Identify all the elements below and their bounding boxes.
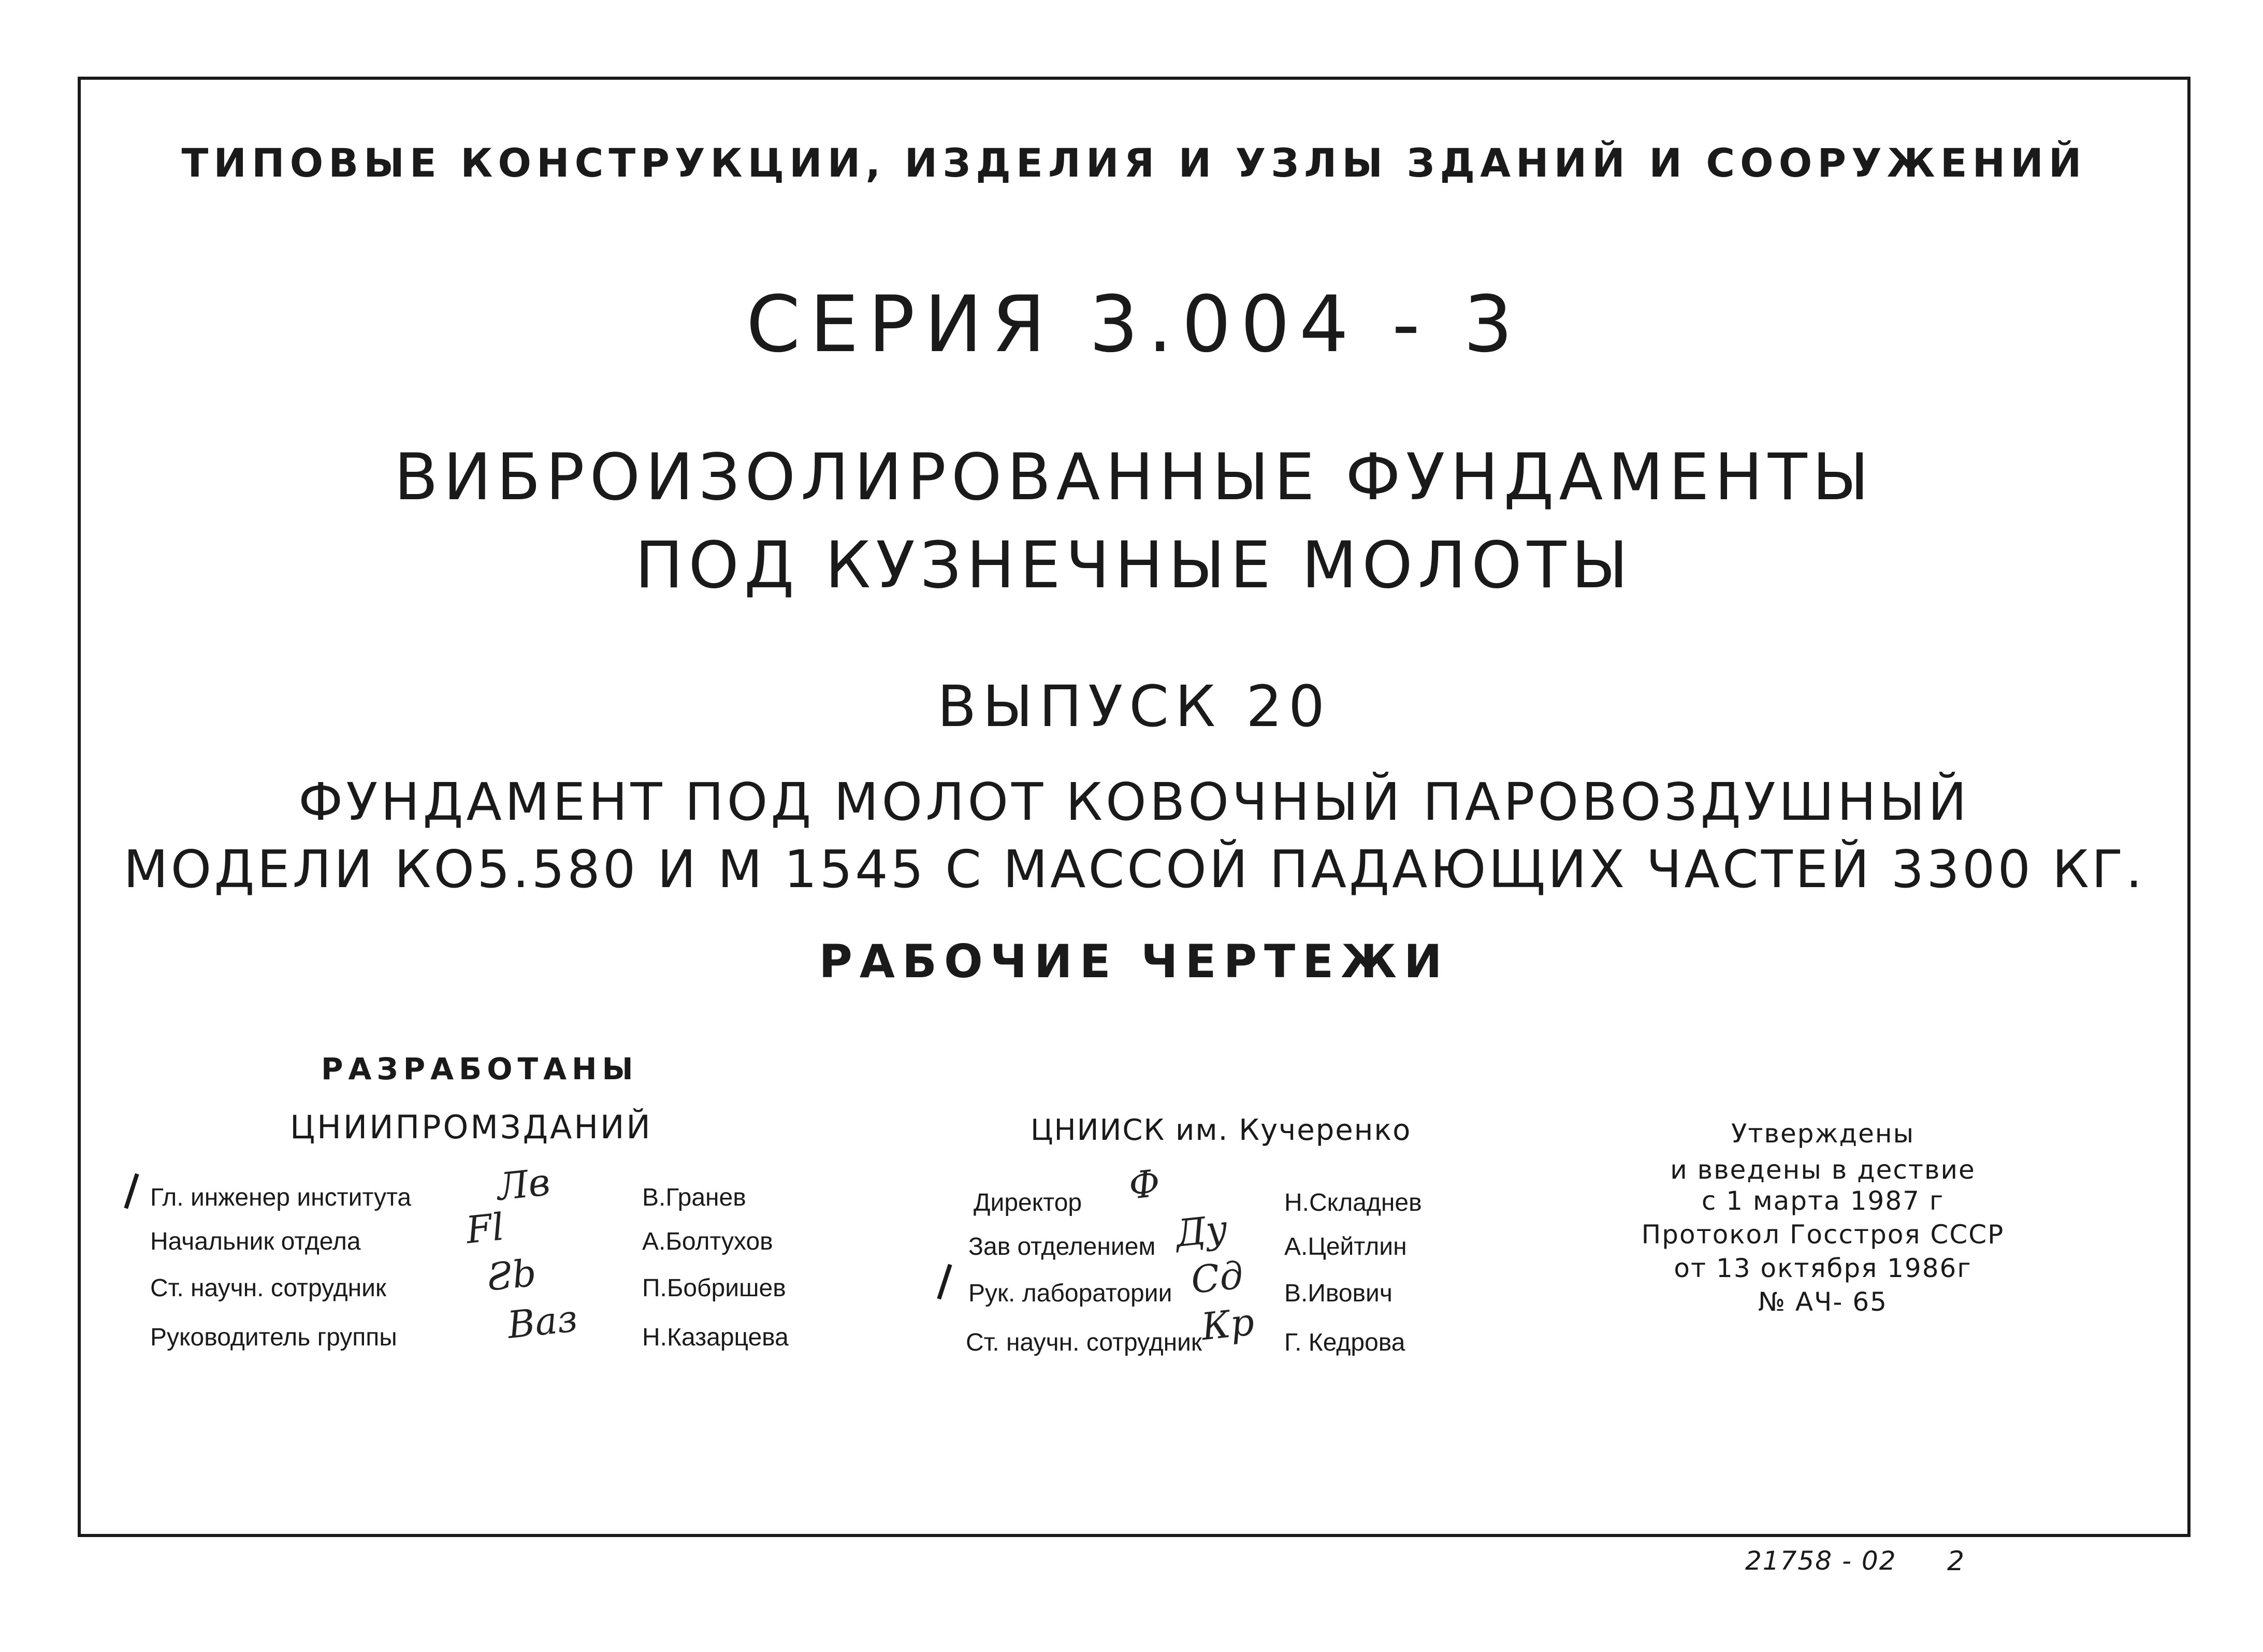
protocol-number: № АЧ- 65	[1758, 1287, 1888, 1317]
cniisk-position: Директор	[974, 1189, 1082, 1216]
working-drawings-title: РАБОЧИЕ ЧЕРТЕЖИ	[819, 935, 1449, 988]
protocol-date: от 13 октября 1986г	[1674, 1253, 1972, 1283]
cniisk-position: Зав отделением	[968, 1233, 1156, 1260]
cniisk-position: Ст. научн. сотрудник	[966, 1329, 1202, 1356]
title-line-2: ПОД КУЗНЕЧНЫЕ МОЛОТЫ	[635, 528, 1633, 603]
signature: Сд	[1188, 1253, 1245, 1302]
developer-position: Начальник отдела	[150, 1228, 361, 1255]
cniisk-name: А.Цейтлин	[1284, 1233, 1407, 1260]
cniisk-name: Н.Складнев	[1284, 1189, 1422, 1216]
approval-line: и введены в дествие	[1670, 1155, 1976, 1185]
developer-organization: ЦНИИПРОМЗДАНИЙ	[290, 1108, 652, 1146]
approval-protocol: Протокол Госстроя СССР	[1641, 1220, 2005, 1250]
signature: Ф	[1126, 1161, 1162, 1208]
developed-by-heading: РАЗРАБОТАНЫ	[321, 1051, 639, 1086]
approved-label: Утверждены	[1731, 1119, 1915, 1149]
series-number: СЕРИЯ 3.004 - 3	[746, 280, 1522, 370]
developer-name: В.Гранев	[642, 1184, 746, 1211]
developer-name: А.Болтухов	[642, 1228, 773, 1255]
cniisk-name: В.Ивович	[1284, 1280, 1392, 1307]
page-number: 2	[1947, 1546, 1965, 1577]
signature: Fl	[463, 1205, 506, 1252]
developer-name: Н.Казарцева	[642, 1324, 789, 1351]
developer-position: Гл. инженер института	[150, 1184, 412, 1211]
developer-position: Руководитель группы	[150, 1324, 397, 1351]
developer-name: П.Бобришев	[642, 1274, 786, 1302]
description-line-2: МОДЕЛИ КО5.580 И М 1545 С МАССОЙ ПАДАЮЩИХ ЧАСТЕЙ 3300 КГ.	[123, 839, 2145, 900]
signature: Кр	[1199, 1299, 1256, 1349]
signature: Ваз	[505, 1296, 580, 1347]
signature: Ду	[1173, 1206, 1230, 1256]
signature: Ƨb	[484, 1251, 539, 1299]
developer-position: Ст. научн. сотрудник	[150, 1274, 386, 1302]
cniisk-position: Рук. лаборатории	[968, 1280, 1172, 1307]
document-code: 21758 - 02	[1745, 1546, 1897, 1576]
signature: Лв	[495, 1160, 553, 1209]
issue-number: ВЫПУСК 20	[937, 673, 1331, 740]
cniisk-organization: ЦНИИСК им. Кучеренко	[1031, 1113, 1412, 1147]
cniisk-name: Г. Кедрова	[1284, 1329, 1405, 1356]
title-line-1: ВИБРОИЗОЛИРОВАННЫЕ ФУНДАМЕНТЫ	[394, 440, 1875, 515]
description-line-1: ФУНДАМЕНТ ПОД МОЛОТ КОВОЧНЫЙ ПАРОВОЗДУШНЫЙ	[298, 772, 1970, 832]
collection-header: ТИПОВЫЕ КОНСТРУКЦИИ, ИЗДЕЛИЯ И УЗЛЫ ЗДАНИЙ И СООРУЖЕНИЙ	[181, 140, 2087, 186]
approval-date: с 1 марта 1987 г	[1701, 1186, 1945, 1216]
